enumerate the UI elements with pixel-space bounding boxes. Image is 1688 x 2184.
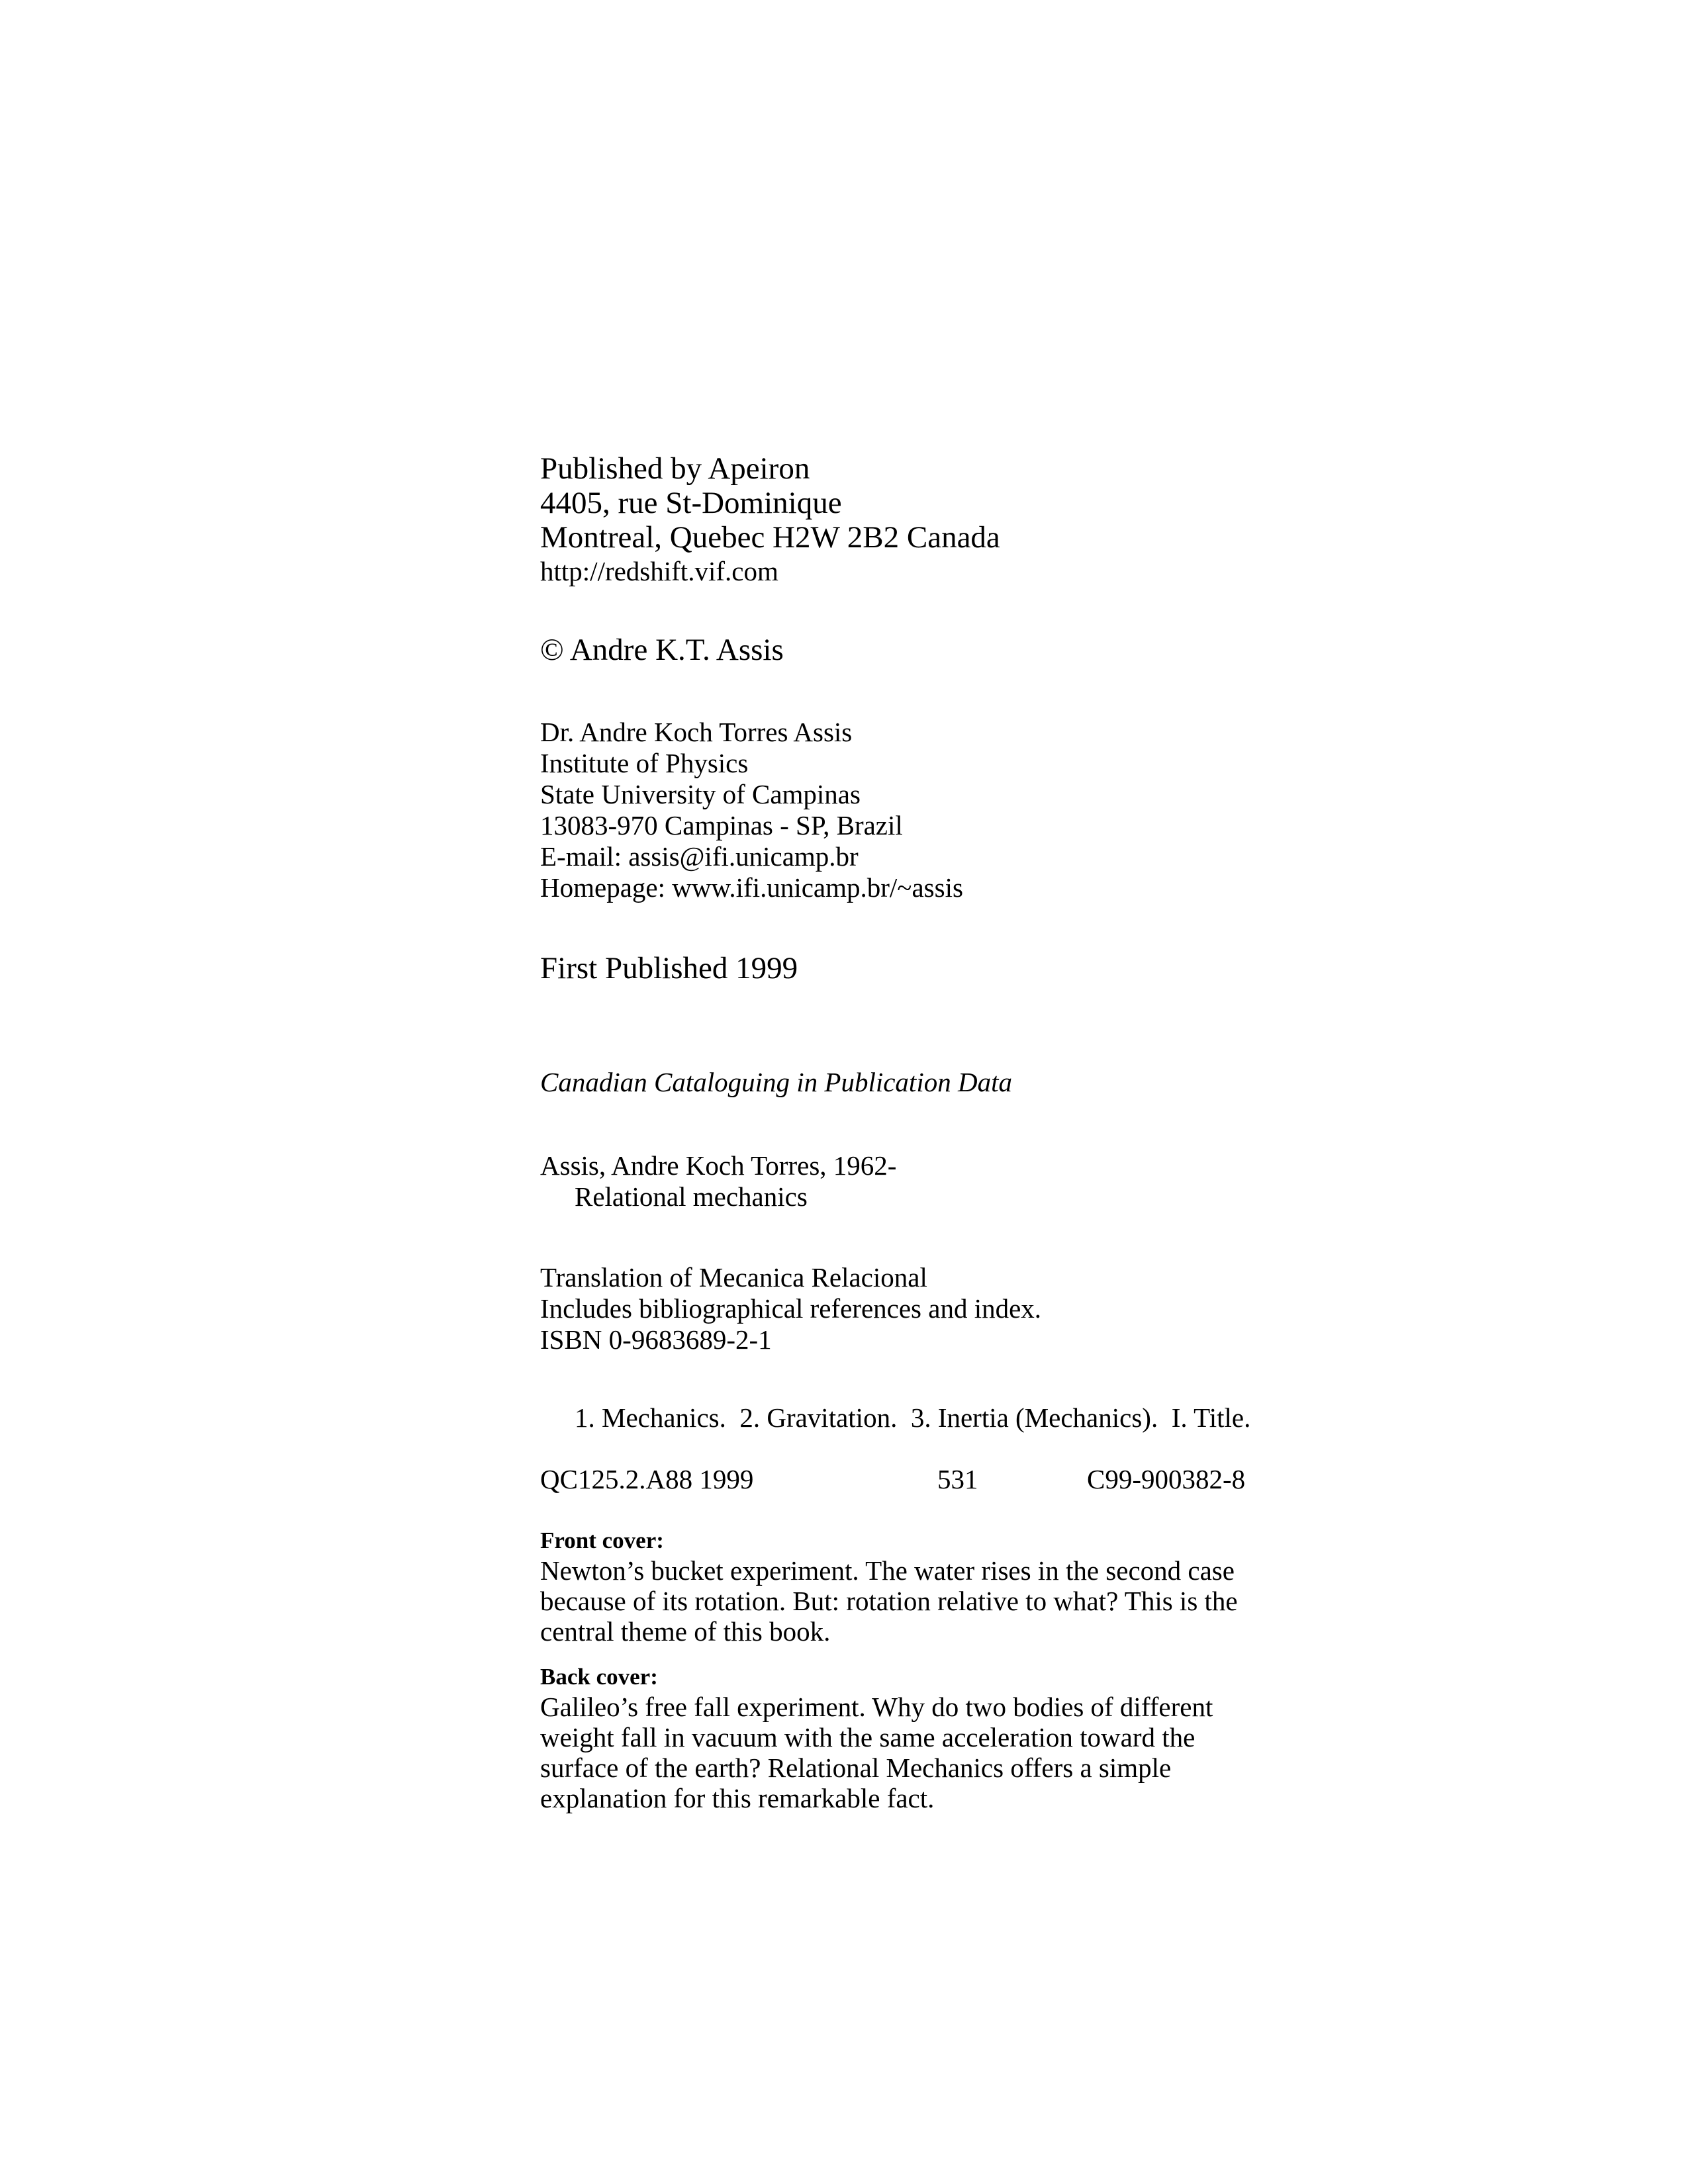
publisher-url[interactable]: http://redshift.vif.com (540, 556, 778, 586)
author-address: 13083-970 Campinas - SP, Brazil (540, 810, 903, 841)
publisher-block (540, 451, 1301, 588)
first-published (540, 951, 1301, 985)
front-cover-text: Newton’s bucket experiment. The water rises in the second case because of its rotation. But: rotation relative to what? This is the central theme of this book. (540, 1555, 1238, 1647)
copyright-notice (540, 633, 1301, 667)
cataloguing-heading-text: Canadian Cataloguing in Publication Data (540, 1067, 1012, 1097)
first-published-text: First Published 1999 (540, 951, 798, 985)
subject-headings (540, 1402, 1301, 1433)
catalogue-author: Assis, Andre Koch Torres, 1962- (540, 1150, 897, 1181)
cataloguing-heading (540, 1067, 1301, 1098)
translation-note: Translation of Mecanica Relacional (540, 1262, 927, 1293)
classification-line (540, 1464, 1301, 1495)
back-cover-text: Galileo’s free fall experiment. Why do two bodies of different weight fall in vacuum with the same acceleration toward the surface of the earth? Relational Mechanics offers a simple explanation for this remarkable fact. (540, 1692, 1213, 1813)
back-cover-heading: Back cover: (540, 1664, 658, 1690)
author-homepage[interactable]: Homepage: www.ifi.unicamp.br/~assis (540, 872, 963, 903)
canadiana-number: C99-900382-8 (1087, 1464, 1246, 1494)
author-institute: Institute of Physics (540, 748, 749, 778)
publisher-name: Published by Apeiron (540, 451, 810, 486)
dewey-number: 531 (937, 1464, 978, 1494)
publisher-street: 4405, rue St-Dominique (540, 486, 842, 520)
author-university: State University of Campinas (540, 779, 861, 809)
includes-note: Includes bibliographical references and index. (540, 1293, 1042, 1324)
lc-classification: QC125.2.A88 1999 (540, 1464, 754, 1494)
subject-list: 1. Mechanics. 2. Gravitation. 3. Inertia (Mechanics). I. Title. (575, 1402, 1251, 1433)
isbn: ISBN 0-9683689-2-1 (540, 1324, 772, 1355)
catalogue-entry (540, 1150, 1301, 1212)
author-name: Dr. Andre Koch Torres Assis (540, 717, 853, 747)
publisher-city: Montreal, Quebec H2W 2B2 Canada (540, 520, 1000, 555)
front-cover-note (540, 1526, 1268, 1647)
copyright-text: © Andre K.T. Assis (540, 633, 784, 667)
catalogue-title: Relational mechanics (575, 1181, 808, 1212)
author-contact (540, 717, 1301, 903)
catalogue-notes (540, 1262, 1301, 1355)
author-email[interactable]: E-mail: assis@ifi.unicamp.br (540, 841, 859, 872)
front-cover-heading: Front cover: (540, 1527, 664, 1553)
back-cover-note (540, 1662, 1268, 1813)
